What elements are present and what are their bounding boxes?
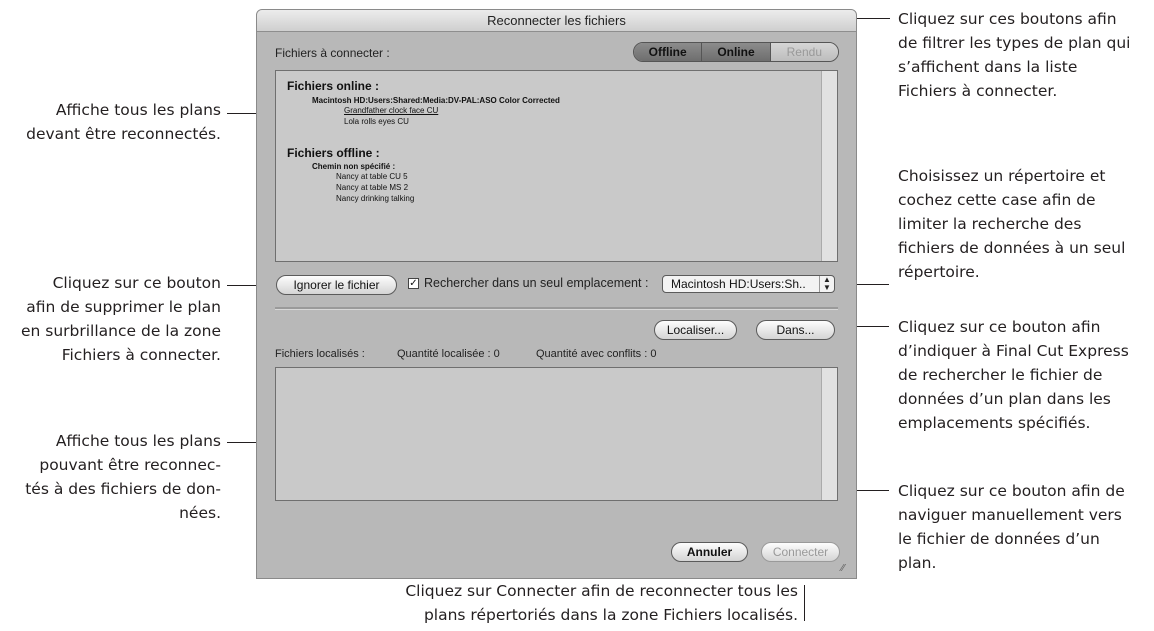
callout-line: Cliquez sur ce bouton afin de bbox=[898, 482, 1125, 500]
in-button[interactable]: Dans... bbox=[756, 320, 835, 340]
search-single-location-checkbox[interactable]: ✓ bbox=[409, 278, 418, 289]
search-single-location-label: Rechercher dans un seul emplacement : bbox=[424, 276, 649, 290]
callout-connect-button bbox=[330, 579, 798, 627]
callout-line: plans répertoriés dans la zone Fichiers localisés. bbox=[423, 606, 798, 624]
callout-line: emplacements spécifiés. bbox=[898, 414, 1091, 432]
callout-line: Cliquez sur ces boutons afin bbox=[898, 10, 1117, 28]
found-files-list[interactable] bbox=[275, 367, 838, 501]
reconnect-files-dialog bbox=[256, 9, 857, 579]
found-count-label: Quantité localisée : 0 bbox=[397, 348, 500, 360]
callout-line: afin de supprimer le plan bbox=[26, 298, 221, 316]
callout-line: de filtrer les types de plan qui bbox=[898, 34, 1131, 52]
callout-locate-button bbox=[898, 479, 1154, 575]
callout-line: s’affichent dans la liste bbox=[898, 58, 1078, 76]
callout-line: Fichiers à connecter. bbox=[61, 346, 221, 364]
leader-line bbox=[804, 585, 805, 621]
ignore-file-button[interactable]: Ignorer le fichier bbox=[276, 275, 397, 295]
callout-line: pouvant être reconnec- bbox=[39, 456, 221, 474]
list-item[interactable]: Nancy at table CU 5 bbox=[336, 172, 408, 181]
files-to-connect-list[interactable] bbox=[275, 70, 838, 262]
callout-line: d’indiquer à Final Cut Express bbox=[898, 342, 1129, 360]
callout-line: Fichiers à connecter. bbox=[898, 82, 1058, 100]
list-item[interactable]: Nancy drinking talking bbox=[336, 194, 415, 203]
list-item[interactable]: Nancy at table MS 2 bbox=[336, 183, 409, 192]
offline-path: Chemin non spécifié : bbox=[312, 162, 396, 171]
callout-line: données d’un plan dans les bbox=[898, 390, 1111, 408]
callout-files-to-reconnect bbox=[0, 98, 221, 146]
divider bbox=[275, 307, 838, 310]
filter-online-button[interactable]: Online bbox=[702, 43, 770, 61]
callout-search-single-location bbox=[898, 164, 1154, 284]
list-scrollbar[interactable] bbox=[821, 368, 837, 500]
callout-found-files bbox=[0, 429, 221, 525]
list-item[interactable]: Grandfather clock face CU bbox=[344, 106, 439, 115]
callout-line: tés à des fichiers de don- bbox=[25, 480, 221, 498]
callout-line: limiter la recherche des bbox=[898, 215, 1082, 233]
online-files-heading: Fichiers online : bbox=[287, 79, 380, 93]
callout-line: nées. bbox=[179, 504, 221, 522]
callout-line: répertoire. bbox=[898, 263, 980, 281]
connect-button[interactable]: Connecter bbox=[761, 542, 840, 562]
location-popup-value: Macintosh HD:Users:Sh.. bbox=[671, 277, 806, 291]
callout-line: fichiers de données à un seul bbox=[898, 239, 1126, 257]
filter-offline-button[interactable]: Offline bbox=[634, 43, 702, 61]
callout-line: le fichier de données d’un bbox=[898, 530, 1100, 548]
cancel-button[interactable]: Annuler bbox=[671, 542, 748, 562]
callout-ignore-button bbox=[0, 271, 221, 367]
callout-line: Affiche tous les plans bbox=[55, 432, 221, 450]
online-path: Macintosh HD:Users:Shared:Media:DV-PAL:ASO Color Corrected bbox=[312, 96, 560, 105]
callout-line: cochez cette case afin de bbox=[898, 191, 1096, 209]
callout-line: plan. bbox=[898, 554, 937, 572]
callout-line: de rechercher le fichier de bbox=[898, 366, 1103, 384]
found-files-label: Fichiers localisés : bbox=[275, 348, 365, 360]
files-to-connect-label: Fichiers à connecter : bbox=[275, 46, 390, 60]
conflicts-count-label: Quantité avec conflits : 0 bbox=[536, 348, 657, 360]
callout-in-button bbox=[898, 315, 1154, 435]
filter-segmented-control bbox=[633, 42, 839, 62]
offline-files-heading: Fichiers offline : bbox=[287, 146, 380, 160]
resize-grip-icon[interactable]: ⁄⁄ bbox=[841, 563, 845, 574]
callout-line: Choisissez un répertoire et bbox=[898, 167, 1106, 185]
callout-filter-buttons bbox=[898, 7, 1154, 103]
callout-line: Cliquez sur Connecter afin de reconnecter tous les bbox=[405, 582, 798, 600]
filter-render-button[interactable]: Rendu bbox=[771, 43, 838, 61]
location-popup[interactable] bbox=[662, 275, 835, 293]
dialog-title: Reconnecter les fichiers bbox=[257, 10, 856, 32]
list-scrollbar[interactable] bbox=[821, 71, 837, 261]
callout-line: naviguer manuellement vers bbox=[898, 506, 1122, 524]
callout-line: devant être reconnectés. bbox=[26, 125, 221, 143]
list-item[interactable]: Lola rolls eyes CU bbox=[344, 117, 409, 126]
callout-line: Cliquez sur ce bouton bbox=[52, 274, 221, 292]
updown-arrows-icon: ▲ ▼ bbox=[819, 276, 834, 292]
callout-line: en surbrillance de la zone bbox=[20, 322, 221, 340]
callout-line: Affiche tous les plans bbox=[55, 101, 221, 119]
callout-line: Cliquez sur ce bouton afin bbox=[898, 318, 1101, 336]
locate-button[interactable]: Localiser... bbox=[654, 320, 737, 340]
